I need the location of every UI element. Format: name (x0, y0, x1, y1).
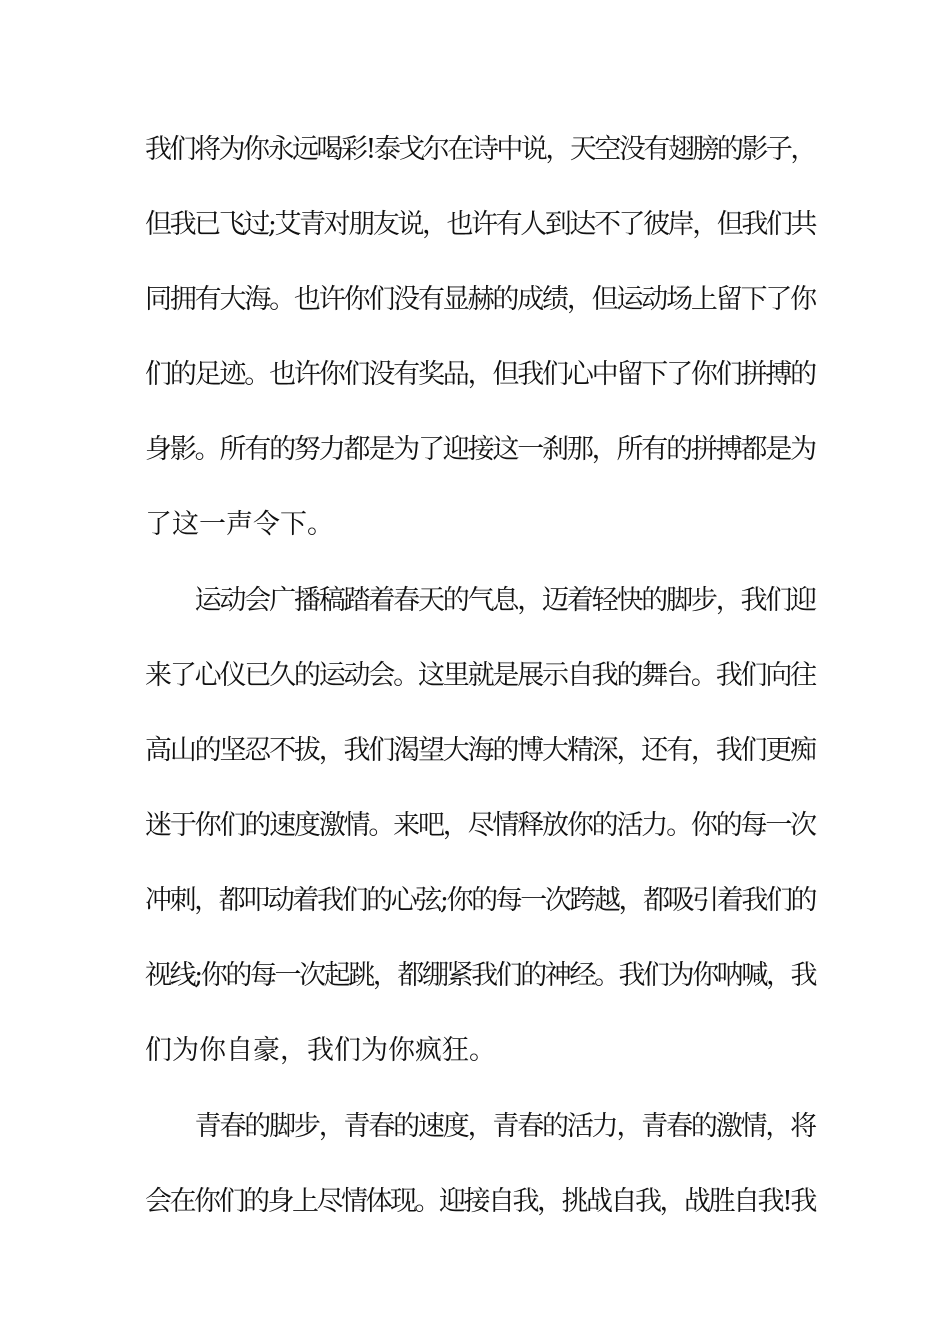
paragraph-2-line-5: 冲刺，都叩动着我们的心弦;你的每一次跨越，都吸引着我们的 (145, 885, 816, 916)
paragraph-2-line-6: 视线;你的每一次起跳，都绷紧我们的神经。我们为你呐喊，我 (145, 960, 816, 991)
paragraph-2-line-1: 运动会广播稿踏着春天的气息，迈着轻快的脚步，我们迎 (145, 585, 815, 616)
paragraph-2-line-4: 迷于你们的速度激情。来吧，尽情释放你的活力。你的每一次 (145, 810, 815, 841)
paragraph-2-line-2: 来了心仪已久的运动会。这里就是展示自我的舞台。我们向往 (145, 660, 815, 691)
paragraph-2-line-3: 高山的坚忍不拔，我们渴望大海的博大精深，还有，我们更痴 (145, 735, 815, 766)
paragraph-3-line-1: 青春的脚步，青春的速度，青春的活力，青春的激情，将 (145, 1111, 815, 1142)
paragraph-1-line-5: 身影。所有的努力都是为了迎接这一刹那，所有的拼搏都是为 (145, 434, 815, 465)
paragraph-1-line-1: 我们将为你永远喝彩!泰戈尔在诗中说，天空没有翅膀的影子， (145, 134, 815, 165)
paragraph-1-line-6: 了这一声令下。 (145, 509, 334, 540)
paragraph-1-line-2: 但我已飞过;艾青对朋友说，也许有人到达不了彼岸，但我们共 (145, 209, 816, 240)
paragraph-2-line-7: 们为你自豪，我们为你疯狂。 (145, 1035, 496, 1066)
paragraph-1-line-4: 们的足迹。也许你们没有奖品，但我们心中留下了你们拼搏的 (145, 359, 815, 390)
paragraph-1-line-3: 同拥有大海。也许你们没有显赫的成绩，但运动场上留下了你 (145, 284, 815, 315)
paragraph-3-line-2: 会在你们的身上尽情体现。迎接自我，挑战自我，战胜自我!我 (145, 1186, 815, 1217)
